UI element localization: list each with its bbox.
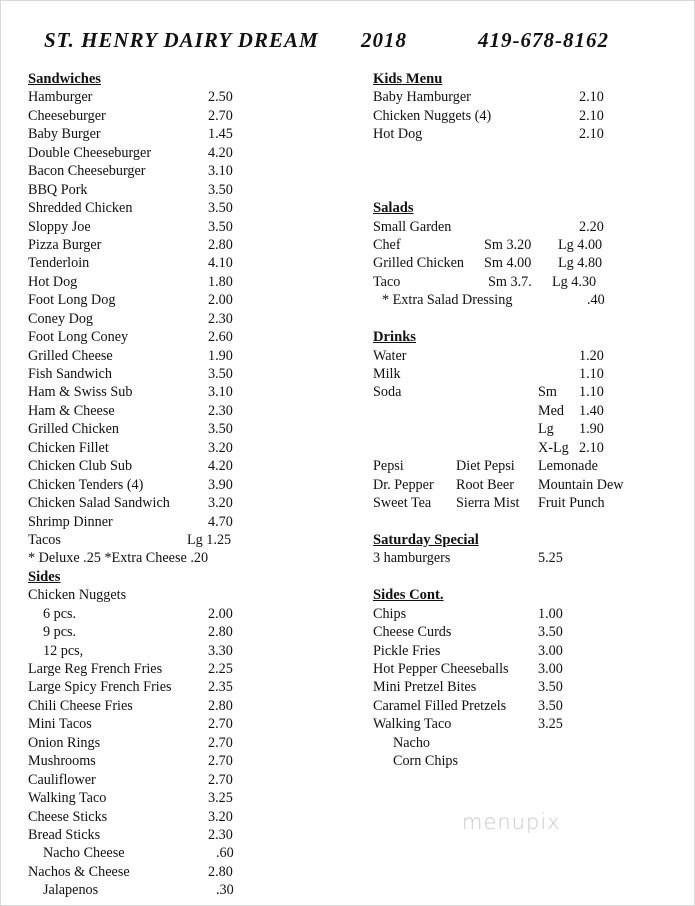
menu-item bbox=[373, 347, 673, 365]
menu-item bbox=[28, 660, 243, 678]
menu-item bbox=[373, 273, 673, 291]
item-price: 3.50 bbox=[208, 200, 233, 217]
menupix-watermark: menupix bbox=[462, 810, 561, 834]
section-drinks bbox=[373, 328, 673, 346]
menu-item bbox=[28, 605, 243, 623]
item-price: 2.00 bbox=[208, 605, 233, 622]
extras-text: * Deluxe .25 *Extra Cheese .20 bbox=[28, 550, 209, 567]
menu-item bbox=[373, 678, 673, 696]
menu-item bbox=[373, 107, 673, 125]
item-price: 2.20 bbox=[579, 218, 604, 235]
soda-size: Lg bbox=[538, 421, 554, 438]
item-price: 3.10 bbox=[208, 384, 233, 401]
soda-flavor: Mountain Dew bbox=[538, 476, 624, 493]
item-name: Chips bbox=[373, 605, 407, 622]
item-name: Chicken Salad Sandwich bbox=[28, 495, 170, 512]
menu-item bbox=[28, 291, 243, 309]
menu-item bbox=[28, 863, 243, 881]
item-name: Chef bbox=[373, 236, 401, 253]
section-title-sides-cont: Sides Cont. bbox=[373, 587, 444, 604]
item-name: Cheese Curds bbox=[373, 624, 452, 641]
menu-item bbox=[28, 476, 243, 494]
item-price: 3.00 bbox=[538, 642, 563, 659]
item-name: Mushrooms bbox=[28, 753, 96, 770]
item-price: 2.10 bbox=[579, 89, 604, 106]
item-price: 3.20 bbox=[208, 439, 233, 456]
sides-list bbox=[28, 660, 243, 844]
menu-item bbox=[28, 586, 243, 604]
extras-note bbox=[28, 549, 243, 567]
menu-item bbox=[373, 605, 673, 623]
item-name: Tacos bbox=[28, 531, 61, 548]
menu-item bbox=[28, 420, 243, 438]
item-name: Milk bbox=[373, 366, 401, 382]
soda-flavor: Lemonade bbox=[538, 458, 598, 475]
item-price: 1.10 bbox=[579, 384, 604, 401]
item-name: Tenderloin bbox=[28, 255, 90, 272]
item-price: 1.90 bbox=[208, 347, 233, 364]
item-name: Chicken Nuggets (4) bbox=[373, 107, 492, 124]
soda-flavor-list bbox=[373, 457, 673, 512]
item-option: Corn Chips bbox=[393, 753, 459, 770]
menu-item bbox=[373, 383, 673, 401]
item-name: Ham & Swiss Sub bbox=[28, 384, 133, 401]
item-price-small: Sm 3.7. bbox=[488, 273, 532, 290]
sides-cont-list bbox=[373, 605, 673, 734]
item-name: 3 hamburgers bbox=[373, 550, 451, 567]
item-name: Foot Long Dog bbox=[28, 292, 116, 309]
item-name: Fish Sandwich bbox=[28, 366, 112, 382]
kids-list bbox=[373, 88, 673, 143]
menu-item bbox=[28, 457, 243, 475]
menu-item bbox=[28, 181, 243, 199]
item-name: Chili Cheese Fries bbox=[28, 697, 133, 714]
item-name: Cheese Sticks bbox=[28, 808, 108, 825]
item-price: 3.50 bbox=[538, 624, 563, 641]
item-name: Hot Pepper Cheeseballs bbox=[373, 661, 509, 677]
menu-item bbox=[28, 402, 243, 420]
menu-item bbox=[28, 383, 243, 401]
item-name: Taco bbox=[373, 273, 401, 290]
item-price: 2.70 bbox=[208, 753, 233, 770]
item-price: 2.10 bbox=[579, 107, 604, 124]
menu-item bbox=[28, 439, 243, 457]
item-price: 3.20 bbox=[208, 495, 233, 512]
item-price: 2.70 bbox=[208, 716, 233, 733]
soda-size-list bbox=[373, 383, 673, 457]
soda-flavor: Sierra Mist bbox=[456, 495, 520, 512]
salad-list bbox=[373, 236, 673, 291]
item-name: Ham & Cheese bbox=[28, 402, 115, 419]
item-price: 2.30 bbox=[208, 826, 233, 843]
menu-item bbox=[373, 642, 673, 660]
item-price: Lg 1.25 bbox=[187, 531, 232, 548]
item-name: Coney Dog bbox=[28, 310, 94, 327]
item-price: 3.50 bbox=[208, 218, 233, 235]
item-name: 9 pcs. bbox=[43, 624, 77, 641]
item-price: 1.45 bbox=[208, 126, 233, 143]
menu-item bbox=[28, 107, 243, 125]
item-name: 6 pcs. bbox=[43, 605, 77, 622]
item-name: Grilled Cheese bbox=[28, 347, 113, 364]
item-price: 3.00 bbox=[538, 661, 563, 677]
section-title-salads: Salads bbox=[373, 200, 414, 217]
menu-item bbox=[373, 623, 673, 641]
left-column bbox=[28, 70, 243, 900]
menu-item bbox=[28, 273, 243, 291]
item-name: Bacon Cheeseburger bbox=[28, 163, 146, 180]
item-price: 2.10 bbox=[579, 439, 604, 456]
item-price-large: Lg 4.00 bbox=[558, 236, 603, 253]
menu-item bbox=[373, 218, 673, 236]
item-name: Sloppy Joe bbox=[28, 218, 91, 235]
phone-number: 419-678-8162 bbox=[478, 28, 609, 52]
menu-item bbox=[373, 236, 673, 254]
menu-item bbox=[28, 310, 243, 328]
section-special bbox=[373, 531, 673, 549]
item-price: 3.30 bbox=[208, 642, 233, 659]
menu-header bbox=[0, 28, 695, 58]
item-name: Grilled Chicken bbox=[28, 421, 120, 438]
item-name: Grilled Chicken bbox=[373, 255, 465, 272]
item-price: .40 bbox=[587, 292, 605, 309]
item-price: 1.10 bbox=[579, 366, 604, 382]
menu-item bbox=[28, 752, 243, 770]
section-sides-cont bbox=[373, 586, 673, 604]
item-price: 4.20 bbox=[208, 458, 233, 475]
menu-item bbox=[373, 476, 673, 494]
soda-size: X-Lg bbox=[538, 439, 569, 456]
menu-item bbox=[28, 734, 243, 752]
menu-item bbox=[28, 826, 243, 844]
item-price: 3.50 bbox=[538, 679, 563, 696]
item-price: 3.25 bbox=[538, 716, 563, 733]
item-price: 2.80 bbox=[208, 236, 233, 253]
menu-item bbox=[28, 697, 243, 715]
item-name: Foot Long Coney bbox=[28, 329, 129, 346]
item-name: 12 pcs, bbox=[43, 642, 84, 659]
menu-item bbox=[373, 402, 673, 420]
item-price: 2.80 bbox=[208, 863, 233, 880]
item-name: Chicken Club Sub bbox=[28, 458, 133, 475]
item-name: Onion Rings bbox=[28, 734, 101, 751]
menu-item bbox=[373, 734, 673, 752]
menu-item bbox=[28, 881, 243, 899]
menu-item bbox=[373, 291, 673, 309]
item-price: 2.70 bbox=[208, 734, 233, 751]
item-name: Mini Pretzel Bites bbox=[373, 679, 477, 696]
sandwich-list bbox=[28, 88, 243, 531]
menu-item bbox=[28, 365, 243, 383]
item-price: 3.20 bbox=[208, 808, 233, 825]
item-price: 3.10 bbox=[208, 163, 233, 180]
soda-size: Sm bbox=[538, 384, 557, 401]
item-name: Hot Dog bbox=[373, 126, 423, 143]
menu-item bbox=[28, 347, 243, 365]
menu-item bbox=[28, 144, 243, 162]
soda-flavor: Pepsi bbox=[373, 458, 404, 475]
section-title-sides: Sides bbox=[28, 568, 61, 585]
item-name: Walking Taco bbox=[28, 790, 107, 807]
section-title-special: Saturday Special bbox=[373, 531, 479, 548]
menu-item bbox=[373, 254, 673, 272]
menu-item bbox=[373, 420, 673, 438]
section-title-kids: Kids Menu bbox=[373, 71, 443, 87]
item-price: 3.90 bbox=[208, 476, 233, 493]
item-name: Nachos & Cheese bbox=[28, 863, 130, 880]
right-column bbox=[373, 70, 673, 771]
section-title-sandwiches: Sandwiches bbox=[28, 71, 101, 87]
menu-item bbox=[28, 162, 243, 180]
item-price-large: Lg 4.80 bbox=[558, 255, 603, 272]
nugget-size-list bbox=[28, 605, 243, 660]
item-name: Chicken Fillet bbox=[28, 439, 109, 456]
menu-item bbox=[373, 752, 673, 770]
item-price: 1.80 bbox=[208, 273, 233, 290]
item-name: Small Garden bbox=[373, 218, 452, 235]
item-name: Soda bbox=[373, 384, 402, 401]
item-name: Chicken Tenders (4) bbox=[28, 476, 144, 493]
item-price: 3.50 bbox=[208, 366, 233, 382]
item-name: Bread Sticks bbox=[28, 826, 101, 843]
section-sandwiches bbox=[28, 70, 243, 88]
item-price: 2.70 bbox=[208, 107, 233, 124]
item-name: Large Spicy French Fries bbox=[28, 679, 172, 696]
soda-flavor: Fruit Punch bbox=[538, 495, 605, 512]
restaurant-name: ST. HENRY DAIRY DREAM bbox=[44, 28, 319, 52]
item-price: 2.25 bbox=[208, 661, 233, 677]
menu-item bbox=[28, 715, 243, 733]
item-name: Double Cheeseburger bbox=[28, 144, 152, 161]
menu-item bbox=[373, 549, 673, 567]
menu-item bbox=[28, 623, 243, 641]
item-price-large: Lg 4.30 bbox=[552, 273, 597, 290]
menu-item bbox=[373, 439, 673, 457]
item-option: Nacho bbox=[393, 734, 431, 751]
item-price: 5.25 bbox=[538, 550, 563, 567]
section-title-drinks: Drinks bbox=[373, 329, 416, 346]
menu-item bbox=[28, 236, 243, 254]
menu-item bbox=[28, 218, 243, 236]
menu-item bbox=[28, 328, 243, 346]
menu-item bbox=[28, 678, 243, 696]
item-name: * Extra Salad Dressing bbox=[382, 292, 513, 309]
menu-item bbox=[28, 844, 243, 862]
item-price: 1.90 bbox=[579, 421, 604, 438]
item-name: Walking Taco bbox=[373, 716, 452, 733]
soda-flavor: Diet Pepsi bbox=[456, 458, 515, 475]
section-sides bbox=[28, 568, 243, 586]
item-price-small: Sm 4.00 bbox=[484, 255, 532, 272]
item-name: Jalapenos bbox=[43, 882, 99, 899]
item-name: Pizza Burger bbox=[28, 236, 102, 253]
item-price: .30 bbox=[216, 882, 234, 899]
menu-item bbox=[28, 808, 243, 826]
item-price: 2.30 bbox=[208, 402, 233, 419]
soda-flavor: Root Beer bbox=[456, 476, 514, 493]
item-price: 2.80 bbox=[208, 697, 233, 714]
item-price: 2.60 bbox=[208, 329, 233, 346]
menu-item bbox=[373, 88, 673, 106]
item-name: Nacho Cheese bbox=[43, 845, 125, 862]
item-name: Water bbox=[373, 347, 407, 364]
menu-item bbox=[373, 660, 673, 678]
item-price: 3.50 bbox=[208, 421, 233, 438]
menu-item bbox=[373, 125, 673, 143]
item-price: 3.50 bbox=[208, 181, 233, 198]
item-name: Large Reg French Fries bbox=[28, 661, 163, 677]
menu-item bbox=[373, 457, 673, 475]
soda-flavor: Dr. Pepper bbox=[373, 476, 434, 493]
item-name: Shredded Chicken bbox=[28, 200, 133, 217]
item-price: 2.50 bbox=[208, 89, 233, 106]
item-price: 1.20 bbox=[579, 347, 604, 364]
soda-size: Med bbox=[538, 402, 565, 419]
walking-taco-options bbox=[373, 734, 673, 771]
menu-item bbox=[28, 531, 243, 549]
item-name: Hamburger bbox=[28, 89, 93, 106]
item-name: Baby Hamburger bbox=[373, 89, 471, 106]
menu-item bbox=[28, 199, 243, 217]
item-price-small: Sm 3.20 bbox=[484, 236, 532, 253]
item-name: Cheeseburger bbox=[28, 107, 106, 124]
menu-item bbox=[373, 715, 673, 733]
section-kids bbox=[373, 70, 673, 88]
menu-item bbox=[28, 88, 243, 106]
item-price: 2.00 bbox=[208, 292, 233, 309]
item-price: 2.30 bbox=[208, 310, 233, 327]
item-price: 1.00 bbox=[538, 605, 563, 622]
section-salads bbox=[373, 199, 673, 217]
item-name: BBQ Pork bbox=[28, 181, 88, 198]
item-name: Baby Burger bbox=[28, 126, 101, 143]
item-price: 2.70 bbox=[208, 771, 233, 788]
item-price: 4.10 bbox=[208, 255, 233, 272]
menu-item bbox=[28, 771, 243, 789]
menu-item bbox=[28, 494, 243, 512]
menu-item bbox=[373, 697, 673, 715]
item-name: Mini Tacos bbox=[28, 716, 92, 733]
item-price: 4.70 bbox=[208, 513, 233, 530]
menu-item bbox=[28, 642, 243, 660]
menu-item bbox=[373, 494, 673, 512]
item-price: 2.80 bbox=[208, 624, 233, 641]
menu-item bbox=[373, 365, 673, 383]
soda-flavor: Sweet Tea bbox=[373, 495, 432, 512]
menu-year: 2018 bbox=[361, 28, 407, 52]
menu-item bbox=[28, 789, 243, 807]
menu-item bbox=[28, 513, 243, 531]
item-price: 4.20 bbox=[208, 144, 233, 161]
item-name: Caramel Filled Pretzels bbox=[373, 697, 507, 714]
item-price: 3.25 bbox=[208, 790, 233, 807]
item-name: Pickle Fries bbox=[373, 642, 441, 659]
menu-item bbox=[28, 254, 243, 272]
item-name: Cauliflower bbox=[28, 771, 96, 788]
item-name: Chicken Nuggets bbox=[28, 587, 127, 604]
item-price: .60 bbox=[216, 845, 234, 862]
item-price: 2.10 bbox=[579, 126, 604, 143]
item-name: Shrimp Dinner bbox=[28, 513, 113, 530]
item-price: 2.35 bbox=[208, 679, 233, 696]
item-price: 3.50 bbox=[538, 697, 563, 714]
item-price: 1.40 bbox=[579, 402, 604, 419]
item-name: Hot Dog bbox=[28, 273, 78, 290]
menu-item bbox=[28, 125, 243, 143]
